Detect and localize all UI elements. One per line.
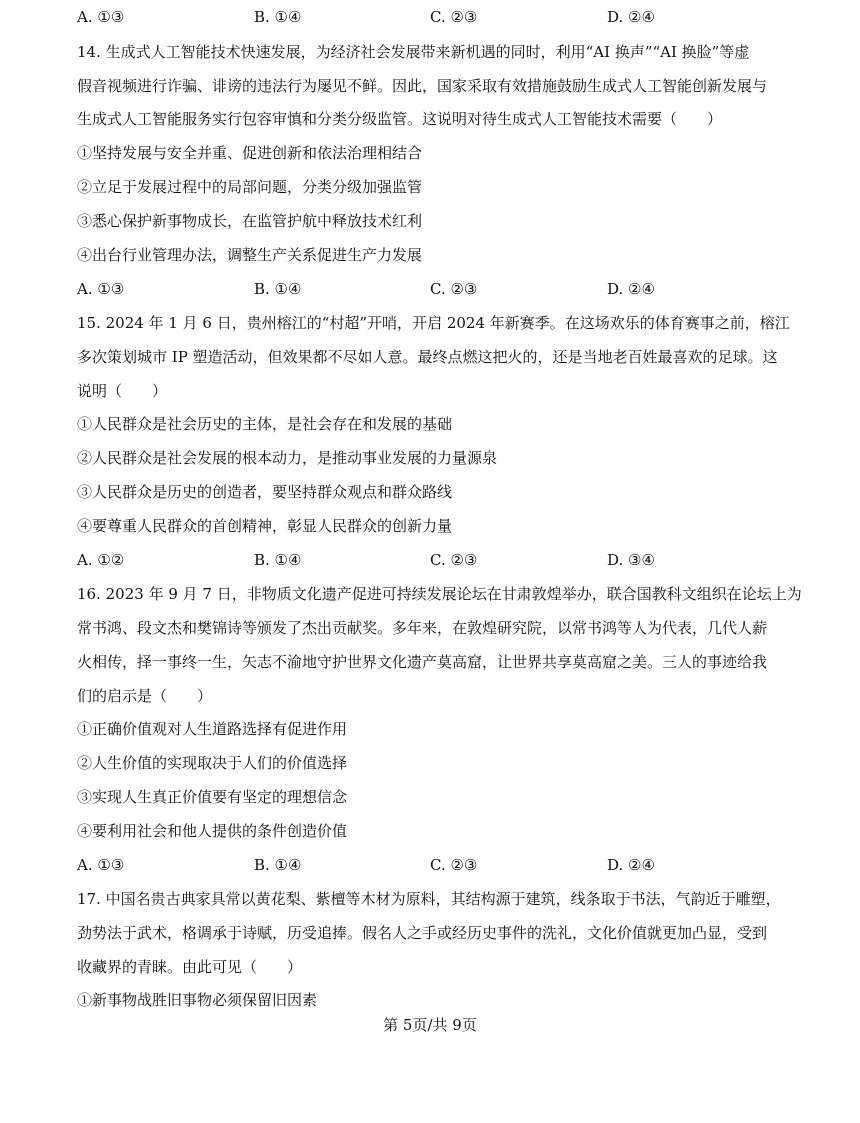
q17-statement: ①新事物战胜旧事物必须保留旧因素 [77,991,318,1009]
q17-stem-line: 17. 中国名贵古典家具常以黄花梨、紫檀等木材为原料，其结构源于建筑，线条取于书法，气韵近于雕塑， [77,890,781,908]
q15-option-a: A. ①② [77,551,125,569]
q15-statement: ④要尊重人民群众的首创精神，彰显人民群众的创新力量 [77,517,453,535]
q14-stem-line: 假音视频进行诈骗、诽谤的违法行为屡见不鲜。因此，国家采取有效措施鼓励生成式人工智能创新发展与 [77,77,768,95]
q13-option-a: A. ①③ [77,8,125,26]
q13-option-b: B. ①④ [254,8,302,26]
q15-options [77,550,787,570]
q14-statement: ③悉心保护新事物成长，在监管护航中释放技术红利 [77,212,423,230]
q16-statement: ①正确价值观对人生道路选择有促进作用 [77,720,348,738]
q14-options [77,279,787,299]
q14-stem-line: 14. 生成式人工智能技术快速发展，为经济社会发展带来新机遇的同时，利用“AI 换声”“AI 换脸”等虚 [77,43,750,61]
q14-statement: ②立足于发展过程中的局部问题，分类分级加强监管 [77,178,423,196]
q14-statement: ④出台行业管理办法，调整生产关系促进生产力发展 [77,246,423,264]
q16-statement: ②人生价值的实现取决于人们的价值选择 [77,754,348,772]
q16-statement: ④要利用社会和他人提供的条件创造价值 [77,822,348,840]
q14-option-d: D. ②④ [607,280,655,298]
q17-stem-line: 劲势法于武术，格调承于诗赋，历受追捧。假名人之手或经历史事件的洗礼，文化价值就更加凸显，受到 [77,924,768,942]
q14-option-a: A. ①③ [77,280,125,298]
q14-statement: ①坚持发展与安全并重、促进创新和依法治理相结合 [77,144,423,162]
q15-statement: ③人民群众是历史的创造者，要坚持群众观点和群众路线 [77,483,453,501]
q16-stem-line: 火相传，择一事终一生，矢志不渝地守护世界文化遗产莫高窟，让世界共享莫高窟之美。三人的事迹给我 [77,653,768,671]
q17-stem-line: 收藏界的青睐。由此可见（ ） [77,958,303,976]
q16-stem-line: 16. 2023 年 9 月 7 日，非物质文化遗产促进可持续发展论坛在甘肃敦煌举办，联合国教科文组织在论坛上为 [77,585,802,603]
q13-options [77,7,787,27]
q14-stem-line: 生成式人工智能服务实行包容审慎和分类分级监管。这说明对待生成式人工智能技术需要（ ） [77,110,723,128]
q13-option-c: C. ②③ [430,8,478,26]
q16-options [77,855,787,875]
q16-option-a: A. ①③ [77,856,125,874]
q15-option-d: D. ③④ [607,551,655,569]
q15-statement: ①人民群众是社会历史的主体，是社会存在和发展的基础 [77,415,453,433]
q16-option-b: B. ①④ [254,856,302,874]
q14-option-b: B. ①④ [254,280,302,298]
q16-stem-line: 常书鸿、段文杰和樊锦诗等颁发了杰出贡献奖。多年来，在敦煌研究院，以常书鸿等人为代表，几代人薪 [77,619,768,637]
q16-stem-line: 们的启示是（ ） [77,687,213,705]
q15-statement: ②人民群众是社会发展的根本动力，是推动事业发展的力量源泉 [77,449,498,467]
q15-option-c: C. ②③ [430,551,478,569]
q14-option-c: C. ②③ [430,280,478,298]
q15-stem-line: 多次策划城市 IP 塑造活动，但效果都不尽如人意。最终点燃这把火的，还是当地老百姓最喜欢的足球。这 [77,348,778,366]
q15-stem-line: 说明（ ） [77,382,168,400]
q13-option-d: D. ②④ [607,8,655,26]
q16-statement: ③实现人生真正价值要有坚定的理想信念 [77,788,348,806]
page-number-footer: 第 5页/共 9页 [383,1016,477,1034]
q15-stem-line: 15. 2024 年 1 月 6 日，贵州榕江的“村超”开哨，开启 2024 年新赛季。在这场欢乐的体育赛事之前，榕江 [77,314,790,332]
q15-option-b: B. ①④ [254,551,302,569]
q16-option-c: C. ②③ [430,856,478,874]
q16-option-d: D. ②④ [607,856,655,874]
